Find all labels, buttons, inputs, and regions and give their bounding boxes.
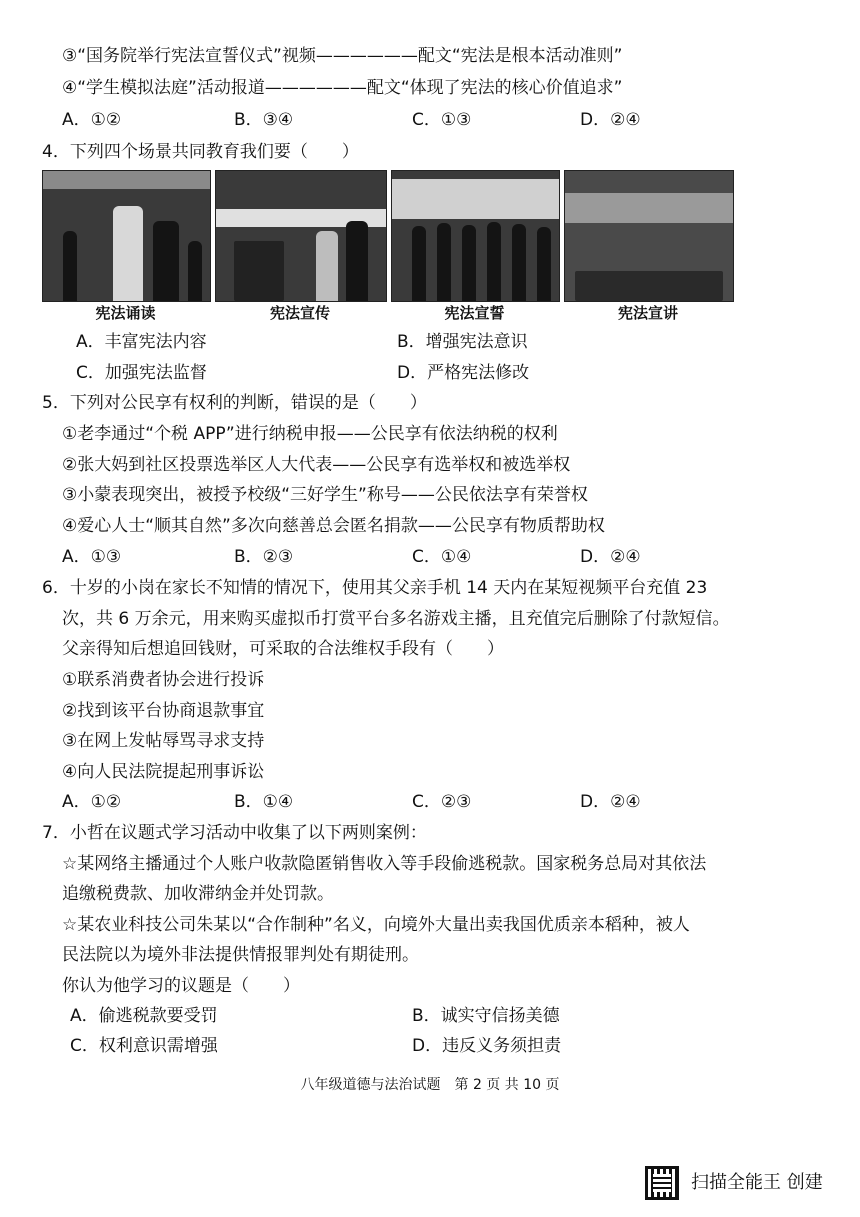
qr-code-icon xyxy=(645,1166,679,1200)
q7-case-line-1: ☆某网络主播通过个人账户收款隐匿销售收入等手段偷逃税款。国家税务总局对其依法 xyxy=(62,854,707,874)
q7-option-b: B．诚实守信扬美德 xyxy=(412,1006,560,1026)
q5-option-a: A．①③ xyxy=(62,547,122,567)
q6-option-c: C．②③ xyxy=(412,792,472,812)
photo-caption-3: 宪法宣誓 xyxy=(444,304,505,322)
q6-item-3: ③在网上发帖辱骂寻求支持 xyxy=(62,731,265,751)
q3-item-4: ④“学生模拟法庭”活动报道——————配文“体现了宪法的核心价值追求” xyxy=(62,78,623,98)
q7-case-line-3: ☆某农业科技公司朱某以“合作制种”名义，向境外大量出卖我国优质亲本稻种，被人 xyxy=(62,915,690,935)
q4-option-b: B．增强宪法意识 xyxy=(397,332,528,352)
q4-option-c: C．加强宪法监督 xyxy=(76,363,207,383)
q3-option-d: D．②④ xyxy=(580,110,641,130)
q4-option-d: D．严格宪法修改 xyxy=(397,363,530,383)
q4-option-a: A．丰富宪法内容 xyxy=(76,332,207,352)
q7-option-d: D．违反义务须担责 xyxy=(412,1036,562,1056)
q7-case-line-4: 民法院以为境外非法提供情报罪判处有期徒刑。 xyxy=(62,945,419,965)
q5-item-3: ③小蒙表现突出，被授予校级“三好学生”称号——公民依法享有荣誉权 xyxy=(62,485,588,505)
page-footer: 八年级道德与法治试题 第 2 页 共 10 页 xyxy=(300,1077,560,1093)
q7-option-a: A．偷逃税款要受罚 xyxy=(70,1006,218,1026)
q5-item-2: ②张大妈到社区投票选举区人大代表——公民享有选举权和被选举权 xyxy=(62,455,571,475)
q6-item-4: ④向人民法院提起刑事诉讼 xyxy=(62,762,265,782)
q3-option-c: C．①③ xyxy=(412,110,472,130)
photo-constitution-oath xyxy=(391,170,560,302)
photo-constitution-reading xyxy=(42,170,211,302)
q3-option-b: B．③④ xyxy=(234,110,294,130)
photo-caption-1: 宪法诵读 xyxy=(95,304,156,322)
q7-stem: 7．小哲在议题式学习活动中收集了以下两则案例： xyxy=(42,823,427,843)
q3-item-3: ③“国务院举行宪法宣誓仪式”视频——————配文“宪法是根本活动准则” xyxy=(62,46,623,66)
q6-item-2: ②找到该平台协商退款事宜 xyxy=(62,701,265,721)
q5-stem: 5．下列对公民享有权利的判断，错误的是（ ） xyxy=(42,393,427,413)
photo-caption-4: 宪法宣讲 xyxy=(617,304,678,322)
q5-item-4: ④爱心人士“顺其自然”多次向慈善总会匿名捐款——公民享有物质帮助权 xyxy=(62,516,605,536)
photo-caption-2: 宪法宣传 xyxy=(269,304,330,322)
q5-option-c: C．①④ xyxy=(412,547,472,567)
q5-item-1: ①老李通过“个税 APP”进行纳税申报——公民享有依法纳税的权利 xyxy=(62,424,558,444)
q6-stem-line-1: 6．十岁的小岗在家长不知情的情况下，使用其父亲手机 14 天内在某短视频平台充值 23 xyxy=(42,578,708,598)
q7-case-line-2: 追缴税费款、加收滞纳金并处罚款。 xyxy=(62,884,334,904)
q6-stem-line-2: 次，共 6 万余元，用来购买虚拟币打赏平台多名游戏主播，且充值完后删除了付款短信。 xyxy=(62,609,730,629)
photo-constitution-lecture xyxy=(564,170,734,302)
watermark-text: 扫描全能王 创建 xyxy=(691,1172,823,1193)
q6-option-d: D．②④ xyxy=(580,792,641,812)
q7-option-c: C．权利意识需增强 xyxy=(70,1036,218,1056)
q4-stem: 4．下列四个场景共同教育我们要（ ） xyxy=(42,142,359,162)
q5-option-d: D．②④ xyxy=(580,547,641,567)
q5-option-b: B．②③ xyxy=(234,547,294,567)
photo-constitution-promotion xyxy=(215,170,387,302)
q7-question: 你认为他学习的议题是（ ） xyxy=(62,976,300,996)
q6-option-a: A．①② xyxy=(62,792,122,812)
q6-option-b: B．①④ xyxy=(234,792,294,812)
q6-stem-line-3: 父亲得知后想追回钱财，可采取的合法维权手段有（ ） xyxy=(62,639,504,659)
q6-item-1: ①联系消费者协会进行投诉 xyxy=(62,670,265,690)
q3-option-a: A．①② xyxy=(62,110,122,130)
